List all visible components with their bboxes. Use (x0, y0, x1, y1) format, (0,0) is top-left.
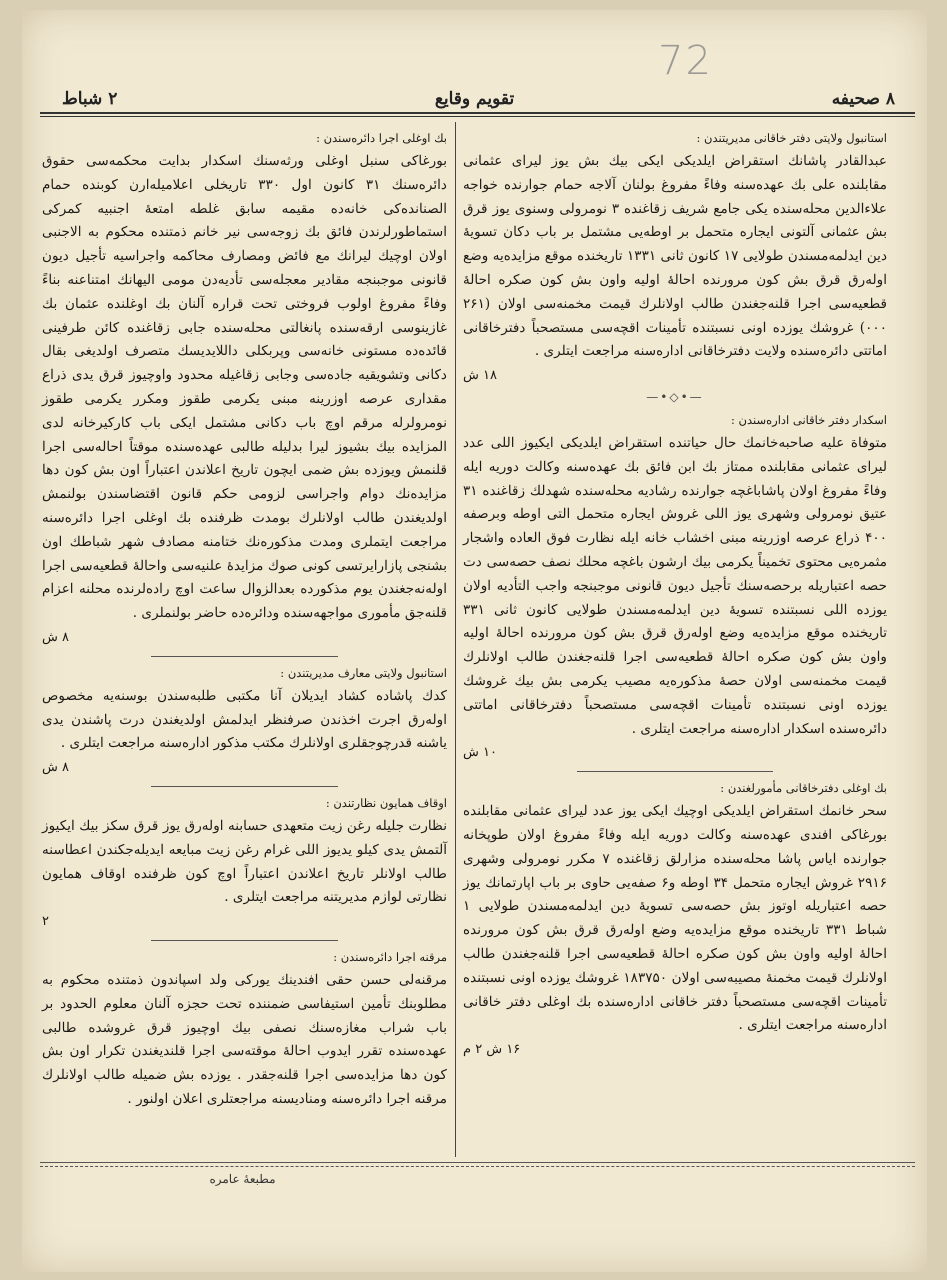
notice-merkine-icra (42, 947, 447, 1112)
notice-title: استانبول ولایتی معارف مدیریتندن : (280, 665, 447, 680)
page-number: ۸ صحیفه (831, 89, 895, 109)
left-column (42, 122, 447, 1112)
right-column (463, 122, 887, 1062)
section-separator (151, 786, 337, 787)
notice-serial: ۱۰ ش (463, 745, 497, 761)
notice-title: مرقنه اجرا دائره‌سندن : (333, 949, 447, 964)
notice-serial: ۸ ش (42, 760, 69, 776)
notice-beyoglu-defter (463, 778, 887, 1062)
notice-body: مرقنه‌لی حسن حقی افندینك یوركی ولد اسپاندون ذمتنده محكوم به مطلوبنك تأمین استیفاسی ضمننده تحت حجزه آلنان معلوم الحدود بر باب شراب مغازه‌سنك نصفی بیك اوچیوز قرق غروشده طالبی عهده‌سنده تقرر ایدوب احاله‌ٔ موقته‌سی اجرا قلندیغندن تكرار اون بش كون دها مزایده‌سی اجرا قلنه‌جقدر . یوزده بش ضمیله طالب اولانلرك مرقنه اجرا دائره‌سنه ومنادیسنه مراجعتلری اعلان اولنور . (42, 971, 447, 1107)
newspaper-title: تقویم وقایع (434, 89, 515, 109)
ornament-divider: —•◇•— (646, 389, 704, 404)
section-separator (577, 771, 772, 772)
footer-rule (40, 1162, 915, 1163)
notice-serial: ۲ (42, 914, 49, 930)
notice-body: سحر خانمك استقراض ایلدیكی اوچیك ایكی یوز عدد لیرای عثمانی مقابلنده بورغاكی افندی عهده‌سنه وكالت دوریه ایله وفاءً مفروغ اولان طوپخانه جوارنده ایاس پاشا محله‌سنده مزارلق زقاغنده ۷ مكرر نومرولی وشهری ۲۹۱۶ غروش ایجاره متحمل ۳۴ اوطه و۶ صفه‌یی حاوی بر باب اپارتمانك یوز حصه اعتباریله اوتوز بش حصه‌سی تسویه‌ٔ دین ایدلمه‌مسندن طولایی ۱ شباط ۳۳۱ تاریخنده موقع مزایده‌یه وضع اوله‌رق قرق بش كون مرورنده احاله‌ٔ اولیه واون بش كون صكره احاله‌ٔ قطعیه‌سی اجرا قلنه‌جغندن طالب اولانلرك قیمت مخمنه‌ٔ مصیبه‌سی اولان ۱۸۳۷۵۰ غروشك یوزده اونی نسبتنده تأمینات اقچه‌سی مستصحباً دفتر خاقانی اداره‌سنده بك اوغلی دفتر خاقانی اداره‌سنه مراجعت ایتلری . (463, 803, 888, 1034)
notice-body: كدك پاشاده كشاد ایدیلان آنا مكتبی طلبه‌سندن بوسنه‌یه مخصوص اوله‌رق اجرت اخذندن صرفنظر ایدلمش اولدیغندن درت پاشندن یدی یاشنه قدرچوجقلری اولانلرك مكتب مذكور اداره‌سنه مراجعت ایتلری . (42, 687, 447, 752)
notice-title: استانبول ولایتی دفتر خاقانی مدیریتندن : (696, 131, 887, 145)
footer-rule-dashed (40, 1166, 915, 1167)
header-rule (40, 112, 915, 114)
notice-serial: ۱۶ ش ۲ م (463, 1042, 521, 1058)
section-separator (151, 940, 337, 941)
notice-title: اسكدار دفتر خاقانی اداره‌سندن : (731, 412, 887, 427)
issue-date: ۲ شباط (62, 89, 118, 109)
notice-body: نظارت جلیله رغن زیت متعهدی حسابنه اوله‌رق یوز قرق سكز بیك ایكیوز آلتمش یدی كیلو یدیوز اللی غرام رغن زیت مبایعه ایدیله‌جكندن اعطاسنه طالب اولانلر تاریخ اعلاندن اعتباراً اوچ كون ظرفنده اوقاف همایون نظارتی لوازم مدیریتنه مراجعت ایتلری . (42, 817, 447, 906)
notice-beyoglu-icra (42, 128, 447, 657)
column-divider (455, 122, 456, 1157)
notice-uskudar-defter (463, 410, 887, 772)
notice-body: متوفاة علیه صاحبه‌خانمك حال حیاتنده استقراض ایلدیكی ایكیوز اللی عدد لیرای عثمانی مقابلنده ممتاز بك ابن فائق بك عهده‌سنه وكالت دوریه ایله وفاءً مفروغ اولان پاشاباغچه جوارنده رشادیه محله‌سنده شهدلك زقاغنده ۳۱ عتیق نومرولی وشهری یوز اللی غروش ایجاره متحمل التی اوطه وبرصفه ۴۰۰ ذراع عرصه اوزرینه مبنی اخشاب خانه ایله نظارت فوق العاده واشجار مثمره‌یی محتوی تخمیناً یكرمی بیك ارشون باغچه محلك نصف حصه‌سی دت حصه اعتباریله برحصه‌سنك تأجیل دیون قانونی موجبنجه واجب التأدیه اولان یوزده اللی نسبتنده تسویه‌ٔ دین ایدلمه‌مسندن طولایی كانون ثانی ۳۳۱ تاریخنده موقع مزایده‌یه وضع اوله‌رق قرق بش كون مرورنده احاله‌ٔ اولیه واون بش كون صكره احاله‌ٔ قطعیه‌سی اجرا قلنه‌جغندن طالب اولانلرك قیمت مخمنه‌سی اولان حصه‌ٔ مذكوره‌یه مصیب یكرمی بش بیك غروشك یوزده اونی نسبتنده تأمینات اقچه‌سی مستصحباً دفترخاقانی اماتتی دائره‌سنده اسكدار اداره‌سنه مراجعت ایتلری . (463, 434, 887, 737)
notice-title: اوقاف همایون نظارتندن : (325, 795, 447, 810)
section-separator (151, 656, 337, 657)
notice-istanbul-defter (463, 128, 887, 404)
notice-body: عبدالقادر پاشانك استقراض ایلدیكی ایكی بیك بش یوز لیرای عثمانی مقابلنده علی بك عهده‌سنه وفاءً مفروغ بولنان آلاجه حمام جوارنده خواجه علاءالدین محله‌سنده یكی جامع شریف زقاغنده ۳ نومرولی وسنوی یوز قرق بش عثمانی آلتونی ایجاره متحمل بر اوطه‌یی مشتمل بر باب دكان تسویه‌ٔ دین ایدلمه‌مسندن طولایی ۱۷ كانون ثانی ۱۳۳۱ تاریخنده موقع مزایده‌یه وضع اوله‌رق قرق بش كون مرورنده احاله‌ٔ اولیه واون بش كون صكره احاله‌ٔ قطعیه‌سی اجرا قلنه‌جغندن طالب اولانلرك قیمت مخمنه‌سی اولان (۲۶۱ ۰۰۰) غروشك یوزده اونی نسبتنده تأمینات اقچه‌سی مستصحباً دفترخاقانی اماتتی دائره‌سنده ولایت دفترخاقانی اداره‌سنه مراجعت ایتلری . (463, 153, 888, 360)
notice-title: بك اوغلی اجرا دائره‌سندن : (316, 131, 447, 145)
header-rule-thin (40, 116, 915, 117)
notice-title: بك اوغلی دفترخاقانی مأمورلغندن : (720, 781, 887, 796)
notice-maarif (42, 663, 447, 787)
notice-evkaf (42, 793, 447, 941)
margin-note: 72 (658, 38, 713, 84)
printer-imprint: مطبعهٔ عامره (209, 1172, 276, 1186)
notice-serial: ۱۸ ش (463, 368, 497, 384)
notice-body: بورغاكی سنبل اوغلی ورثه‌سنك اسكدار بدایت محكمه‌سی حقوق دائره‌سنك ۳۱ كانون اول ۳۳۰ تاریخلی اعلامیله‌ارن كوبنده حمام الصنانده‌كی خانه‌ده مقیمه سابق غلطه امتعه‌ٔ اجنبیه كمركی استماطورلرندن فائق بك زوجه‌سی نیر خانم ذمتنده محكوم به الاجنبی اولان اوچیك لیرانك مع فائض ومصارف محاكمه واجراسیه تأجیل دیون قانونی موجبنجه مقادیر معجله‌سی تأدیه‌دن مومی الیهانك امتناعنه بناءً وفاءً مفروغ اولوب فروختی تحت قراره آلنان بك اوغلنده عثمان بك غازینوسی ارقه‌سنده پانغالتی محله‌سنده جابی زقاغنده كائن طرفینی قائده‌ده مستونی خانه‌سی وپربكلی داللایدیسك متصرف اولدیغی بقال دكانی وتشویقیه جاده‌سی وجابی زقاغیله محدود واوچیوز قرق یدی ذراع مقداری عرصه اوزرینه مبنی یكرمی طقوز ومكرر یكرمی طقوز نومرولرله مرقم اوچ باب دكانی مشتمل ایكی باب كاركیرخانه لدی المزایده بیك بشیوز لیرا بدلیله طالبی عهده‌سنده موقتاً احاله‌سی اجرا قلنمش ویوزده بش ضمی ایچون تاریخ اعلاندن اعتباراً اون بش كون دها مزایده‌نك دوام واجراسی لزومی حكم قانون اقتضاسندن بولنمش اولدیغندن طالب اولانلرك بومدت ظرفنده بك اوغلی اجرا دائره‌سنه مراجعت ایتملری ومدت مذكوره‌نك ختامنه مصادف شهر شباطك اون بشنجی پازارایرتسی كونی صوك مزایده‌ٔ علنیه‌سی واحاله‌ٔ قطعیه‌سی اجرا اوله‌نه‌جغندن یوم مذكورده بعدالزوال ساعت اوچ راده‌لرنده محلنه اعزام قلنه‌جق مأموری مواجهه‌سنده ودائره‌ده حاضر بولنملری . (42, 153, 447, 622)
notice-serial: ۸ ش (42, 629, 69, 645)
